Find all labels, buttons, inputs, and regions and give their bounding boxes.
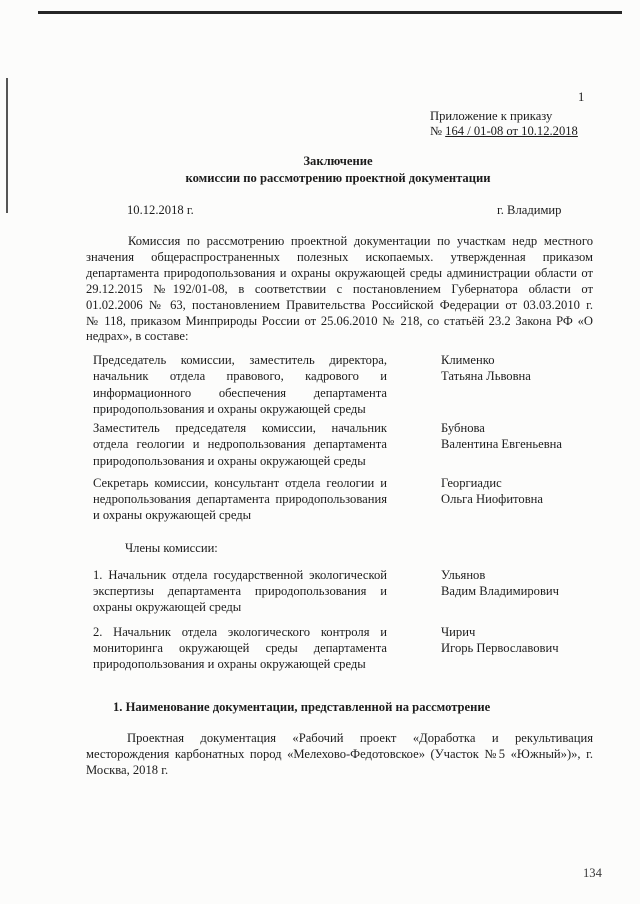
document-title: Заключение (303, 154, 373, 168)
paragraph-line: департамента природопользования и охраны окружающей среды администрации области от (86, 266, 593, 280)
paragraph-line: Комиссия по рассмотрению проектной документации по участкам недр местного (128, 234, 593, 248)
document-city: г. Владимир (497, 203, 562, 217)
member-role-line: мониторинга окружающей среды департамента (93, 641, 387, 655)
member-surname: Ульянов (441, 568, 486, 582)
member-surname: Георгиадис (441, 476, 502, 490)
member-role-line: начальник отдела правового, кадрового и (93, 369, 387, 383)
paragraph-line: 01.02.2006 № 63, постановлением Правительства Российской Федерации от 03.03.2010 г. (86, 298, 593, 312)
member-given-names: Валентина Евгеньевна (441, 437, 563, 451)
paragraph-line: 29.12.2015 №192/01-08, в соответствии с постановлением Губернатора области от (86, 282, 593, 296)
paragraph-line: № 118, приказом Минприроды России от 25.06.2010 № 218, со статьёй 23.2 Закона РФ «О (86, 314, 593, 328)
member-role-line: Председатель комиссии, заместитель директора, (93, 353, 387, 367)
member-role-line: природопользования и охраны окружающей среды (93, 657, 366, 671)
member-surname: Чирич (441, 625, 476, 639)
member-given-names: Вадим Владимирович (441, 584, 559, 598)
order-number-prefix: № (430, 124, 446, 138)
member-role-line: природопользования и охраны окружающей среды (93, 402, 366, 416)
member-role-line: Заместитель председателя комиссии, начальник (93, 421, 387, 435)
member-role-line: 1. Начальник отдела государственной экологической (93, 568, 387, 582)
member-role-line: недропользования департамента природопользования (93, 492, 387, 506)
page-number: 134 (583, 866, 602, 880)
member-given-names: Татьяна Львовна (441, 369, 531, 383)
member-role-line: охраны окружающей среды (93, 600, 242, 614)
member-given-names: Ольга Ниофитовна (441, 492, 543, 506)
scan-edge-mark (6, 78, 8, 213)
member-role-line: природопользования и охраны окружающей среды (93, 454, 366, 468)
appendix-page-marker: 1 (578, 90, 585, 104)
member-surname: Клименко (441, 353, 495, 367)
member-role-line: информационного обеспечения департамента (93, 386, 387, 400)
member-role-line: отдела геологии и недропользования департамента (93, 437, 387, 451)
section-heading: 1. Наименование документации, представленной на рассмотрение (113, 700, 491, 714)
appendix-label: Приложение к приказу (430, 109, 553, 123)
member-role-line: экспертизы департамента природопользования и (93, 584, 387, 598)
member-given-names: Игорь Первославович (441, 641, 559, 655)
member-surname: Бубнова (441, 421, 485, 435)
paragraph-line: недрах», в составе: (86, 329, 189, 343)
order-number (430, 123, 578, 139)
page-top-rule (38, 11, 622, 14)
paragraph-line: Проектная документация «Рабочий проект «Доработка и рекультивация (127, 731, 593, 745)
document-subtitle: комиссии по рассмотрению проектной документации (185, 171, 491, 185)
member-role-line: 2. Начальник отдела экологического контроля и (93, 625, 387, 639)
member-role-line: Секретарь комиссии, консультант отдела геологии и (93, 476, 387, 490)
paragraph-line: месторождения карбонатных пород «Мелехово-Федотовское» (Участок №5 «Южный»)», г. (86, 747, 593, 761)
paragraph-line: значения общераспространенных полезных ископаемых. утвержденная приказом (86, 250, 593, 264)
member-role-line: и охраны окружающей среды (93, 508, 252, 522)
order-number-value: 164 / 01-08 от 10.12.2018 (445, 124, 578, 138)
paragraph-line: Москва, 2018 г. (86, 763, 169, 777)
members-heading: Члены комиссии: (125, 541, 218, 555)
document-date: 10.12.2018 г. (127, 203, 194, 217)
